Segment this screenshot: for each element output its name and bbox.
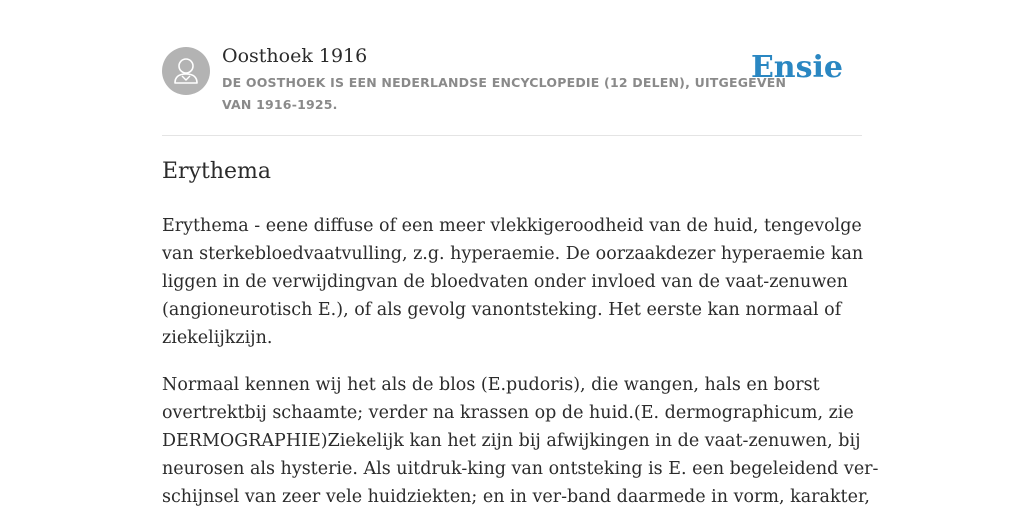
- source-description-line: VAN 1916-1925.: [222, 97, 338, 112]
- source-avatar[interactable]: [162, 47, 210, 95]
- entry-title: Erythema: [162, 159, 272, 184]
- text-line: DERMOGRAPHIE)Ziekelijk kan het zijn bij afwijkingen in de vaat-zenuwen, bij: [162, 431, 861, 451]
- text-line: ziekelijkzijn.: [162, 328, 273, 348]
- text-line: neurosen als hysterie. Als uitdruk-king van ontsteking is E. een begeleidend ver-: [162, 459, 879, 479]
- entry-body: [162, 212, 879, 512]
- user-icon: [162, 47, 210, 95]
- text-line: schijnsel van zeer vele huidziekten; en in ver-band daarmede in vorm, karakter,: [162, 487, 870, 507]
- header-divider: [162, 135, 862, 136]
- text-line: overtrektbij schaamte; verder na krassen op de huid.(E. dermographicum, zie: [162, 403, 854, 423]
- source-description: [222, 72, 787, 116]
- source-description-line: DE OOSTHOEK IS EEN NEDERLANDSE ENCYCLOPEDIE (12 DELEN), UITGEGEVEN: [222, 75, 787, 90]
- entry-paragraph-2: [162, 371, 879, 511]
- text-line: Normaal kennen wij het als de blos (E.pudoris), die wangen, hals en borst: [162, 375, 820, 395]
- text-line: van sterkebloedvaatvulling, z.g. hyperaemie. De oorzaakdezer hyperaemie kan: [162, 244, 864, 264]
- text-line: (angioneurotisch E.), of als gevolg vanontsteking. Het eerste kan normaal of: [162, 300, 842, 320]
- ensie-logo[interactable]: Ensie: [750, 50, 843, 85]
- source-title[interactable]: Oosthoek 1916: [222, 45, 368, 67]
- entry-paragraph-1: [162, 212, 862, 352]
- text-line: liggen in de verwijdingvan de bloedvaten onder invloed van de vaat-zenuwen: [162, 272, 848, 292]
- text-line: Erythema - eene diffuse of een meer vlekkigeroodheid van de huid, tengevolge: [162, 216, 862, 236]
- source-header: [162, 44, 862, 116]
